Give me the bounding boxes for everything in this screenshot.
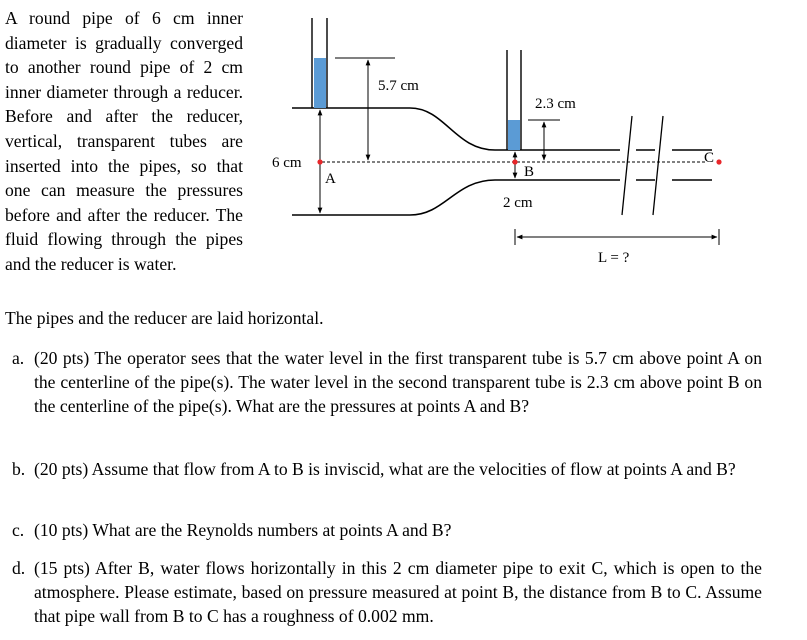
tube-2-water <box>508 120 520 150</box>
label-point-b: B <box>524 164 535 180</box>
break-mark-2 <box>653 116 663 215</box>
question-c-text: (10 pts) What are the Reynolds numbers at points A and B? <box>34 520 452 540</box>
question-d-text: (15 pts) After B, water flows horizontally in this 2 cm diameter pipe to exit C, which is open to the atmosphere. Please estimate, based on pressure measured at point B, the distance from B to C. Assume that pipe wall from B to C has a roughness of 0.002 mm. <box>34 558 762 627</box>
point-a-dot <box>317 159 322 164</box>
question-a-label: a. <box>12 348 25 368</box>
label-point-a: A <box>325 171 336 187</box>
label-2cm: 2 cm <box>503 195 533 211</box>
question-a-text: (20 pts) The operator sees that the water level in the first transparent tube is 5.7 cm above point A on the centerline of the pipe(s). The water level in the second transparent tube is 2.3 cm above point B on the centerline of the pipe(s). What are the pressures at points A and B? <box>34 348 762 417</box>
pipe-top-wall <box>292 108 620 150</box>
intro-text: A round pipe of 6 cm inner diameter is gradually converged to another round pipe of 2 cm inner diameter through a reducer. Before and after the reducer, vertical, transparent tubes are inserted into the pipes, so that one can measure the pressures before and after the reducer. The fluid flowing through the pipes and the reducer is water. <box>5 8 243 274</box>
label-point-c: C <box>704 150 715 166</box>
point-b-dot <box>512 159 517 164</box>
label-6cm: 6 cm <box>272 155 302 171</box>
horizontal-note: The pipes and the reducer are laid horizontal. <box>5 308 324 328</box>
label-2-3: 2.3 cm <box>535 96 576 112</box>
break-mark-1 <box>622 116 632 215</box>
question-b-text: (20 pts) Assume that flow from A to B is inviscid, what are the velocities of flow at points A and B? <box>34 459 736 479</box>
pipe-bottom-wall <box>292 180 620 215</box>
label-L: L = ? <box>598 250 630 266</box>
tube-1-water <box>314 58 326 108</box>
question-b-label: b. <box>12 459 26 479</box>
question-c <box>12 518 762 542</box>
question-a <box>12 346 762 419</box>
question-d-label: d. <box>12 558 26 578</box>
question-d <box>12 556 762 629</box>
point-c-dot <box>716 159 721 164</box>
question-c-label: c. <box>12 520 25 540</box>
label-5-7: 5.7 cm <box>378 78 419 94</box>
question-b <box>12 457 762 481</box>
